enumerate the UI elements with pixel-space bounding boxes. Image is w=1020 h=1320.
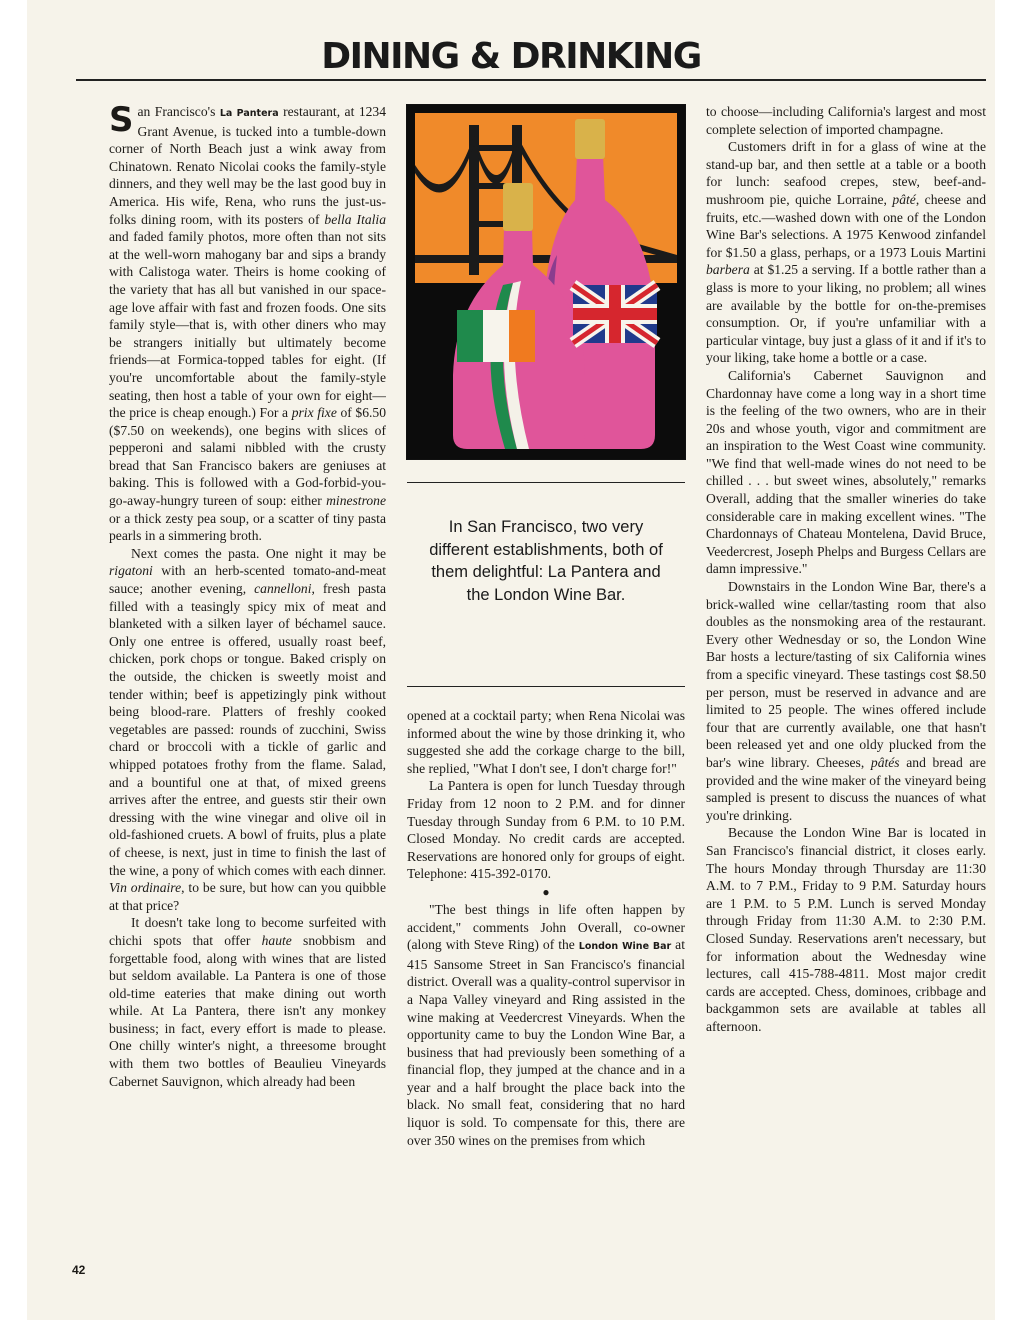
header-rule	[76, 79, 986, 81]
section-divider: ●	[542, 884, 550, 899]
text-run: and faded family photos, more often than not sits at the well-worn mahogany bar and sips a brandy with Calistoga water. Theirs is home cooking of the variety that has all but vanished in our space-age love affair with fast and frozen foods. One sits family style—that is, with other diners who may be strangers initially but ultimately become friends—at Formica-topped tables for eight. (If you're uncomfortable about the family-style seating, then host a table of your own for eight—the price is cheap enough.) For a	[109, 229, 386, 421]
union-jack-flag-shape	[573, 285, 657, 343]
italic-text: prix fixe	[291, 405, 337, 421]
section-title: DINING & DRINKING	[321, 36, 701, 77]
text-run: at 415 Sansome Street in San Francisco's financial district. Overall was a quality-control supervisor in a Napa Valley vineyard and Ring assisted in the wine making at Veedercrest Vineyards. When the opportunity came to buy the London Wine Bar, a business that had previously been something of a financial flop, they jumped at the chance and in a year and a half brought the place back into the black. No small feat, considering that no hard liquor is sold. To compensate for this, there are over 350 wines on the premises from which	[407, 937, 685, 1148]
italic-text: pâté	[892, 191, 916, 207]
italic-text: Vin ordinaire	[109, 880, 182, 896]
illustration-art	[407, 105, 685, 459]
text-run: an Francisco's	[137, 104, 220, 119]
italic-text: cannelloni	[254, 581, 312, 597]
text-run: Downstairs in the London Wine Bar, there's a brick-walled wine cellar/tasting room that also doubles as the nonsmoking area of the restaurant. Every other Wednesday or so, the London Wine Bar hosts a lecture/tasting of six California wines from a specific vineyard. These tastings cost $8.50 per person, must be reserved in advance and are limited to 25 people. The wines offered include four that are currently available, one that hasn't been released yet and one oldy plucked from the bar's wine library. Cheeses,	[706, 579, 986, 770]
paragraph: opened at a cocktail party; when Rena Nicolai was informed about the wine by those drinking it, who suggested she add the corkage charge to the bill, she replied, "What I don't see, I don't charge for!"	[407, 708, 685, 776]
paragraph: La Pantera is open for lunch Tuesday through Friday from 12 noon to 2 P.M. and for dinner Tuesday through Sunday from 6 P.M. to 10 P.M. Closed Monday. No credit cards are accepted. Reservations are honored only for groups of eight. Telephone: 415-392-0170.	[407, 778, 685, 882]
article-column-2	[407, 707, 685, 1285]
italic-text: pâtés	[870, 754, 900, 770]
italic-text: haute	[261, 932, 292, 948]
paragraph	[706, 138, 986, 367]
pull-quote-top-rule	[407, 482, 685, 483]
text-run: of $6.50 ($7.50 on weekends), one begins with slices of pepperoni and salami nibbled with the crusty bread that San Francisco bakers are geniuses at baking. This is followed with a God-forbid-you-go-away-hungry tureen of soup: either	[109, 405, 386, 509]
italic-text: minestrone	[326, 493, 386, 509]
text-run: , cheese and fruits, etc.—washed down with one of the London Wine Bar's selections. A 1975 Kenwood zinfandel for $1.50 a glass, perhaps, or a 1973 Louis Martini	[706, 191, 986, 260]
paragraph: Because the London Wine Bar is located in San Francisco's financial district, it closes early. The hours Monday through Thursday are 11:30 A.M. to 7 P.M., Friday to 9 P.M. Saturday hours are 1 P.M. to 5 P.M. Lunch is served Monday through Friday from 11:30 A.M. to 2:30 P.M. Closed Sunday. Reservations aren't necessary, but for information about the Wednesday wine lectures, call 415-788-4811. Most major credit cards are accepted. Chess, dominoes, cribbage and backgammon sets are available at tables all afternoon.	[706, 825, 986, 1034]
paragraph	[109, 103, 386, 545]
restaurant-name: La Pantera	[219, 108, 279, 119]
wine-bottles-illustration	[406, 104, 686, 460]
italian-flag-shape	[457, 310, 535, 362]
paragraph	[109, 914, 386, 1090]
italic-text: barbera	[706, 262, 750, 278]
bar-name: London Wine Bar	[578, 941, 672, 953]
paragraph	[109, 545, 386, 914]
article-column-3	[706, 103, 986, 1283]
text-run: Customers drift in for a glass of wine at the stand-up bar, and then settle at a table or a booth for lunch: seafood crepes, stew, beef-and-mushroom pie, quiche Lorraine,	[706, 139, 986, 207]
text-run: at $1.25 a serving. If a bottle rather than a glass is more to your liking, no problem; all wines are available by the bottle for on-the-premises consumption. Or, if you're unfamiliar with a particular vintage, buy just a glass of it and if it's to your liking, take home a bottle or a case.	[706, 262, 986, 366]
text-run: and bread are provided and the wine maker of the vineyard being sampled is present to discuss the nuances of what you're drinking.	[706, 754, 986, 823]
magazine-page	[27, 0, 995, 1320]
italic-text: bella Italia	[324, 211, 386, 227]
text-run: Next comes the pasta. One night it may be	[131, 545, 386, 561]
paragraph	[407, 901, 685, 1149]
text-run: or a thick zesty pea soup, or a scatter of tiny pasta pearls in a simmering broth.	[109, 510, 386, 544]
pull-quote-bottom-rule	[407, 686, 685, 687]
text-run: restaurant, at 1234 Grant Avenue, is tucked into a tumble-down corner of North Beach just a wink away from Chinatown. Renato Nicolai cooks the family-style dinners, and they well may be the last good buy in America. His wife, Rena, who runs the just-us-folks dining room, with its posters of	[109, 104, 386, 227]
pull-quote: In San Francisco, two very different establishments, both of them delightful: La Pantera and the London Wine Bar.	[429, 518, 663, 604]
article-column-1	[109, 103, 386, 1283]
paragraph	[706, 578, 986, 824]
text-run: , fresh pasta filled with a teasingly spicy mix of meat and blanketed with a silken layer of béchamel sauce. Only one entree is offered, usually roast beef, chicken, pork chops or tongue. Baked crisply on the outside, the chicken is sweetly moist and tender within; beef is appetizingly pink without being blood-rare. Platters of freshly cooked vegetables are passed: rounds of zucchini, Swiss chard or broccoli with a tickle of garlic and whipped potatoes frothy from the flame. Salad, and a bountiful one at that, of mixed greens arrives after the entree, and guests stir their own dressing with the wine vinegar and olive oil in old-fashioned cruets. A bowl of fruits, plus a plate of cheese, is next, just in time to finish the last of the wine, a pony of which comes with each dinner.	[109, 581, 386, 878]
paragraph: California's Cabernet Sauvignon and Chardonnay have come a long way in a short time is the feeling of the two owners, who are in their 20s and whose youth, vigor and commitment are an inspiration to the West Coast wine community. "We find that well-made wines do not need to be chilled . . . but sweet wines, absolutely," remarks Overall, adding that the smaller wineries do take considerable care in making excellent wines. "The Chardonnays of Chateau Montelena, David Bruce, Veedercrest, Joseph Phelps and Burgess Cellars are damn impressive."	[706, 367, 986, 577]
paragraph: to choose—including California's largest and most complete selection of imported champagne.	[706, 104, 986, 137]
text-run: "The best things in life often happen by accident," comments John Overall, co-owner (along with Steve Ring) of the	[407, 901, 685, 953]
drop-cap: S	[109, 103, 134, 140]
text-run: snobbism and forgettable food, along with wines that are listed but seldom available. La Pantera is one of those old-time eateries that make dining out worth while. At La Pantera, there isn't any monkey business; in fact, every effort is made to please. One chilly winter's night, a threesome brought with them two bottles of Beaulieu Vineyards Cabernet Sauvignon, which already had been	[109, 932, 386, 1089]
page-number: 42	[72, 1263, 86, 1277]
text-run: with an herb-scented tomato-and-meat sauce; another evening,	[109, 563, 386, 597]
italic-text: rigatoni	[109, 563, 153, 579]
text-run: , to be sure, but how can you quibble at that price?	[109, 880, 386, 913]
text-run: It doesn't take long to become surfeited with chichi spots that offer	[109, 915, 386, 948]
